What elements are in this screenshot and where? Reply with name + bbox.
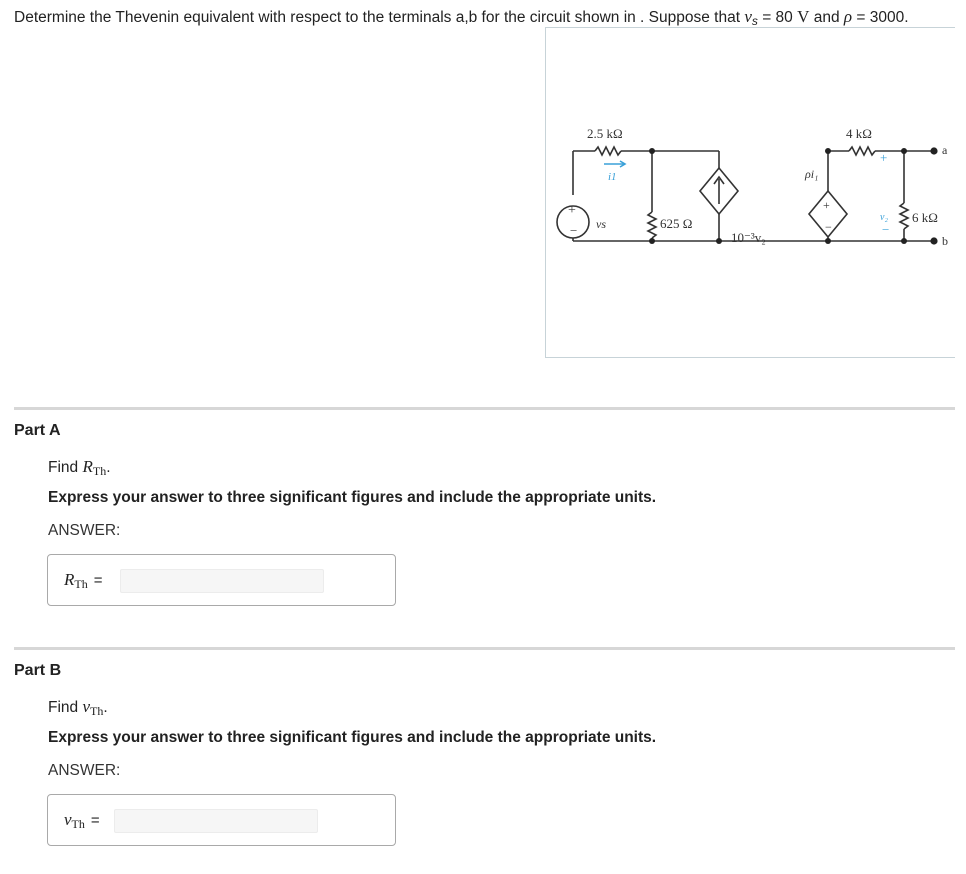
part-a-answer-equals: = bbox=[93, 572, 103, 589]
terminal-b-dot bbox=[930, 237, 937, 244]
label-rho-i1: ρi₁ bbox=[805, 167, 819, 181]
label-vs: vs bbox=[596, 217, 606, 231]
part-a-answer-var: R bbox=[64, 570, 75, 589]
part-b-answer-sub: Th bbox=[71, 817, 85, 831]
label-v2: v₂ bbox=[880, 212, 888, 223]
part-b-answer-input[interactable] bbox=[114, 809, 318, 833]
dvs-minus: − bbox=[825, 220, 832, 234]
part-b-find bbox=[48, 697, 108, 717]
label-i1: i1 bbox=[608, 171, 617, 183]
circuit-figure bbox=[545, 27, 955, 358]
part-a-find bbox=[48, 457, 111, 477]
vs-minus: − bbox=[570, 223, 578, 238]
v2-minus: − bbox=[882, 222, 890, 237]
node-dot bbox=[825, 238, 831, 244]
part-a-answer-label: ANSWER: bbox=[48, 522, 121, 539]
vs-subscript: s bbox=[751, 14, 758, 28]
resistor-4k bbox=[849, 147, 875, 155]
circuit-diagram bbox=[546, 28, 956, 359]
part-b-title: Part B bbox=[14, 662, 62, 679]
part-b-answer-variable bbox=[64, 810, 100, 830]
part-b-instruction: Express your answer to three significant figures and include the appropriate units. bbox=[48, 729, 657, 746]
part-a-instruction: Express your answer to three significant figures and include the appropriate units. bbox=[48, 489, 657, 506]
part-b-answer-var: v bbox=[64, 810, 72, 829]
rho-equals: = 3000. bbox=[852, 9, 909, 26]
label-2-5k: 2.5 kΩ bbox=[587, 126, 623, 141]
label-6k: 6 kΩ bbox=[912, 210, 938, 225]
label-ccs: 10⁻³v₂ bbox=[731, 230, 766, 245]
vs-plus: + bbox=[568, 203, 576, 218]
and-text: and bbox=[809, 9, 844, 26]
node-dot bbox=[716, 238, 722, 244]
node-dot bbox=[825, 148, 831, 154]
part-a-answer-box bbox=[47, 554, 396, 606]
part-b-period: . bbox=[103, 699, 108, 716]
label-625: 625 Ω bbox=[660, 216, 693, 231]
node-dot bbox=[649, 238, 655, 244]
part-a-answer-input[interactable] bbox=[120, 569, 324, 593]
resistor-6k bbox=[900, 203, 908, 229]
part-b-answer-equals: = bbox=[90, 812, 100, 829]
dvs-plus: + bbox=[823, 198, 830, 212]
part-a-title: Part A bbox=[14, 422, 61, 439]
node-dot bbox=[901, 148, 907, 154]
vs-variable: v bbox=[744, 7, 752, 26]
question-prefix: Determine the Thevenin equivalent with respect to the terminals a,b for the circuit shown in . Suppose that bbox=[14, 9, 745, 26]
v2-plus: + bbox=[880, 150, 888, 165]
rho-variable: ρ bbox=[843, 7, 853, 26]
terminal-a-dot bbox=[930, 147, 937, 154]
part-b-find-text: Find bbox=[48, 699, 83, 716]
part-b-subscript: Th bbox=[90, 704, 104, 718]
label-terminal-a: a bbox=[942, 143, 948, 157]
part-b-answer-label: ANSWER: bbox=[48, 762, 121, 779]
resistor-2-5k bbox=[595, 147, 621, 155]
part-a-period: . bbox=[106, 459, 111, 476]
vs-unit: V bbox=[797, 7, 810, 26]
part-b-answer-box bbox=[47, 794, 396, 846]
part-a-find-text: Find bbox=[48, 459, 83, 476]
vs-equals: = 80 bbox=[757, 9, 798, 26]
part-a-subscript: Th bbox=[92, 464, 107, 478]
part-b-variable: v bbox=[82, 697, 91, 716]
node-dot bbox=[901, 238, 907, 244]
node-dot bbox=[649, 148, 655, 154]
label-terminal-b: b bbox=[942, 234, 948, 248]
question-text bbox=[14, 6, 950, 29]
section-divider bbox=[14, 407, 955, 410]
resistor-625 bbox=[648, 212, 656, 238]
label-4k: 4 kΩ bbox=[846, 126, 872, 141]
part-a-variable: R bbox=[82, 457, 93, 476]
section-divider bbox=[14, 647, 955, 650]
part-a-answer-variable bbox=[64, 570, 103, 590]
part-a-answer-sub: Th bbox=[74, 577, 88, 591]
